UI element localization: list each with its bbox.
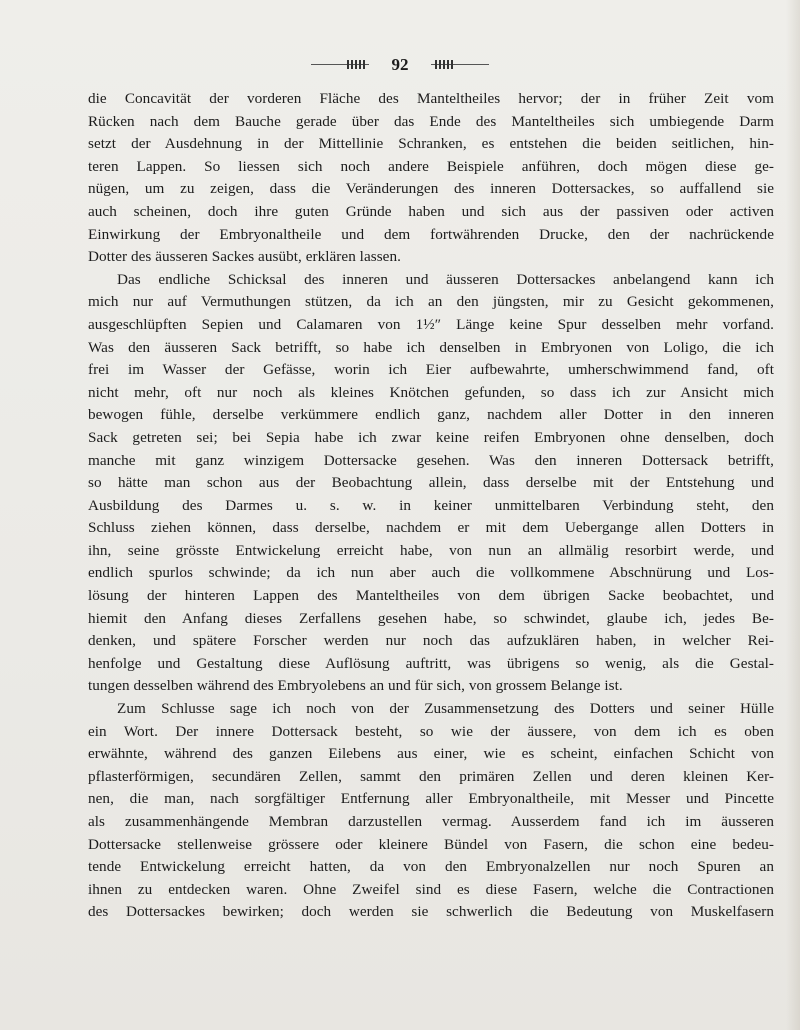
text-line: ihn, seine grösste Entwickelung erreicht habe, von nun an allmälig resorbirt werde, und <box>88 541 774 559</box>
text-line: Dottersacke stellenweise grössere oder kleinere Bündel von Fasern, die schon eine bedeu- <box>88 835 774 853</box>
paragraph-end-line: Dotter des äusseren Sackes ausübt, erklären lassen. <box>88 248 401 266</box>
paragraph-start-line: Das endliche Schicksal des inneren und äusseren Dottersackes anbelangend kann ich <box>117 270 774 288</box>
text-line: auch scheinen, doch ihre guten Gründe haben und sich aus der passiven oder activen <box>88 202 774 220</box>
page-number: 92 <box>391 55 409 75</box>
page-edge-shadow <box>786 0 800 1030</box>
page-header <box>0 53 800 75</box>
text-line: Einwirkung der Embryonaltheile und dem fortwährenden Drucke, den der nachrückende <box>88 225 774 243</box>
text-line: Ausbildung des Darmes u. s. w. in keiner unmittelbaren Verbindung steht, den <box>88 496 774 514</box>
text-line: nen, die man, nach sorgfältiger Entfernung aller Embryonaltheile, mit Messer und Pincette <box>88 790 774 808</box>
text-line: teren Lappen. So liessen sich noch andere Beispiele anführen, doch mögen diese ge- <box>88 157 774 175</box>
text-line: henfolge und Gestaltung diese Auflösung auftritt, was übrigens so wenig, als die Gestal- <box>88 654 774 672</box>
text-line: pflasterförmigen, secundären Zellen, sammt den primären Zellen und deren kleinen Ker- <box>88 767 774 785</box>
text-line: tende Entwickelung erreicht hatten, da von den Embryonalzellen nur noch Spuren an <box>88 858 774 876</box>
text-line: manche mit ganz winzigem Dottersacke gesehen. Was den inneren Dottersack betrifft, <box>88 451 774 469</box>
text-line: Was den äusseren Sack betrifft, so habe ich denselben in Embryonen von Loligo, die ich <box>88 338 774 356</box>
right-ornament-icon <box>431 64 489 66</box>
text-line: erwähnte, während des ganzen Eilebens aus einer, wie es scheint, einfachen Schicht von <box>88 745 774 763</box>
left-ornament-icon <box>311 64 369 66</box>
text-line: die Concavität der vorderen Fläche des Manteltheiles hervor; der in früher Zeit vom <box>88 90 774 107</box>
text-line: setzt der Ausdehnung in der Mittellinie Schranken, es entstehen die beiden seitlichen, hin- <box>88 135 774 153</box>
text-line: frei im Wasser der Gefässe, worin ich Eier aufbewahrte, umherschwimmend fand, oft <box>88 361 774 379</box>
text-line: denken, und spätere Forscher werden nur noch das aufzuklären haben, in welcher Rei- <box>88 632 774 650</box>
text-line: Sack getreten sei; bei Sepia habe ich zwar keine reifen Embryonen ohne denselben, doch <box>88 428 774 446</box>
text-line: lösung der hinteren Lappen des Manteltheiles von dem übrigen Sacke beobachtet, und <box>88 587 774 605</box>
text-line: ausgeschlüpften Sepien und Calamaren von 1½″ Länge keine Spur desselben mehr vorfand. <box>88 315 774 333</box>
text-line: Rücken nach dem Bauche gerade über das Ende des Manteltheiles sich umbiegende Darm <box>88 112 774 130</box>
text-line: als zusammenhängende Membran darzustellen vermag. Ausserdem fand ich im äusseren <box>88 813 774 830</box>
text-line: ihnen zu entdecken waren. Ohne Zweifel sind es diese Fasern, welche die Contractionen <box>88 880 774 898</box>
paragraph-start-line: Zum Schlusse sage ich noch von der Zusammensetzung des Dotters und seiner Hülle <box>117 700 774 718</box>
text-line: bewogen fühle, derselbe verkümmere endlich ganz, nachdem aller Dotter in den inneren <box>88 406 774 424</box>
text-line: nicht mehr, oft nur noch als kleines Knötchen gefunden, so dass ich zur Ansicht mich <box>88 383 774 401</box>
body-text <box>88 88 774 924</box>
text-line: so hätte man schon aus der Beobachtung allein, dass derselbe mit der Entstehung und <box>88 474 774 492</box>
text-line: endlich spurlos schwinde; da ich nun aber auch die vollkommene Abschnürung und Los- <box>88 564 774 582</box>
text-line: Schluss ziehen können, dass derselbe, nachdem er mit dem Uebergange allen Dotters in <box>88 519 774 537</box>
text-line: mich nur auf Vermuthungen stützen, da ich an den jüngsten, mir zu Gesicht gekommenen, <box>88 293 774 311</box>
paragraph-end-line: tungen desselben während des Embryolebens an und für sich, von grossem Belange ist. <box>88 677 623 695</box>
text-line: des Dottersackes bewirken; doch werden sie schwerlich die Bedeutung von Muskelfasern <box>88 903 774 921</box>
text-line: nügen, um zu zeigen, dass die Veränderungen des inneren Dottersackes, so auffallend sie <box>88 180 774 198</box>
text-line: hiemit den Anfang dieses Zerfallens gesehen habe, so schwindet, glaube ich, jedes Be- <box>88 609 774 627</box>
text-line: ein Wort. Der innere Dottersack besteht, so wie der äussere, von dem ich es oben <box>88 722 774 740</box>
